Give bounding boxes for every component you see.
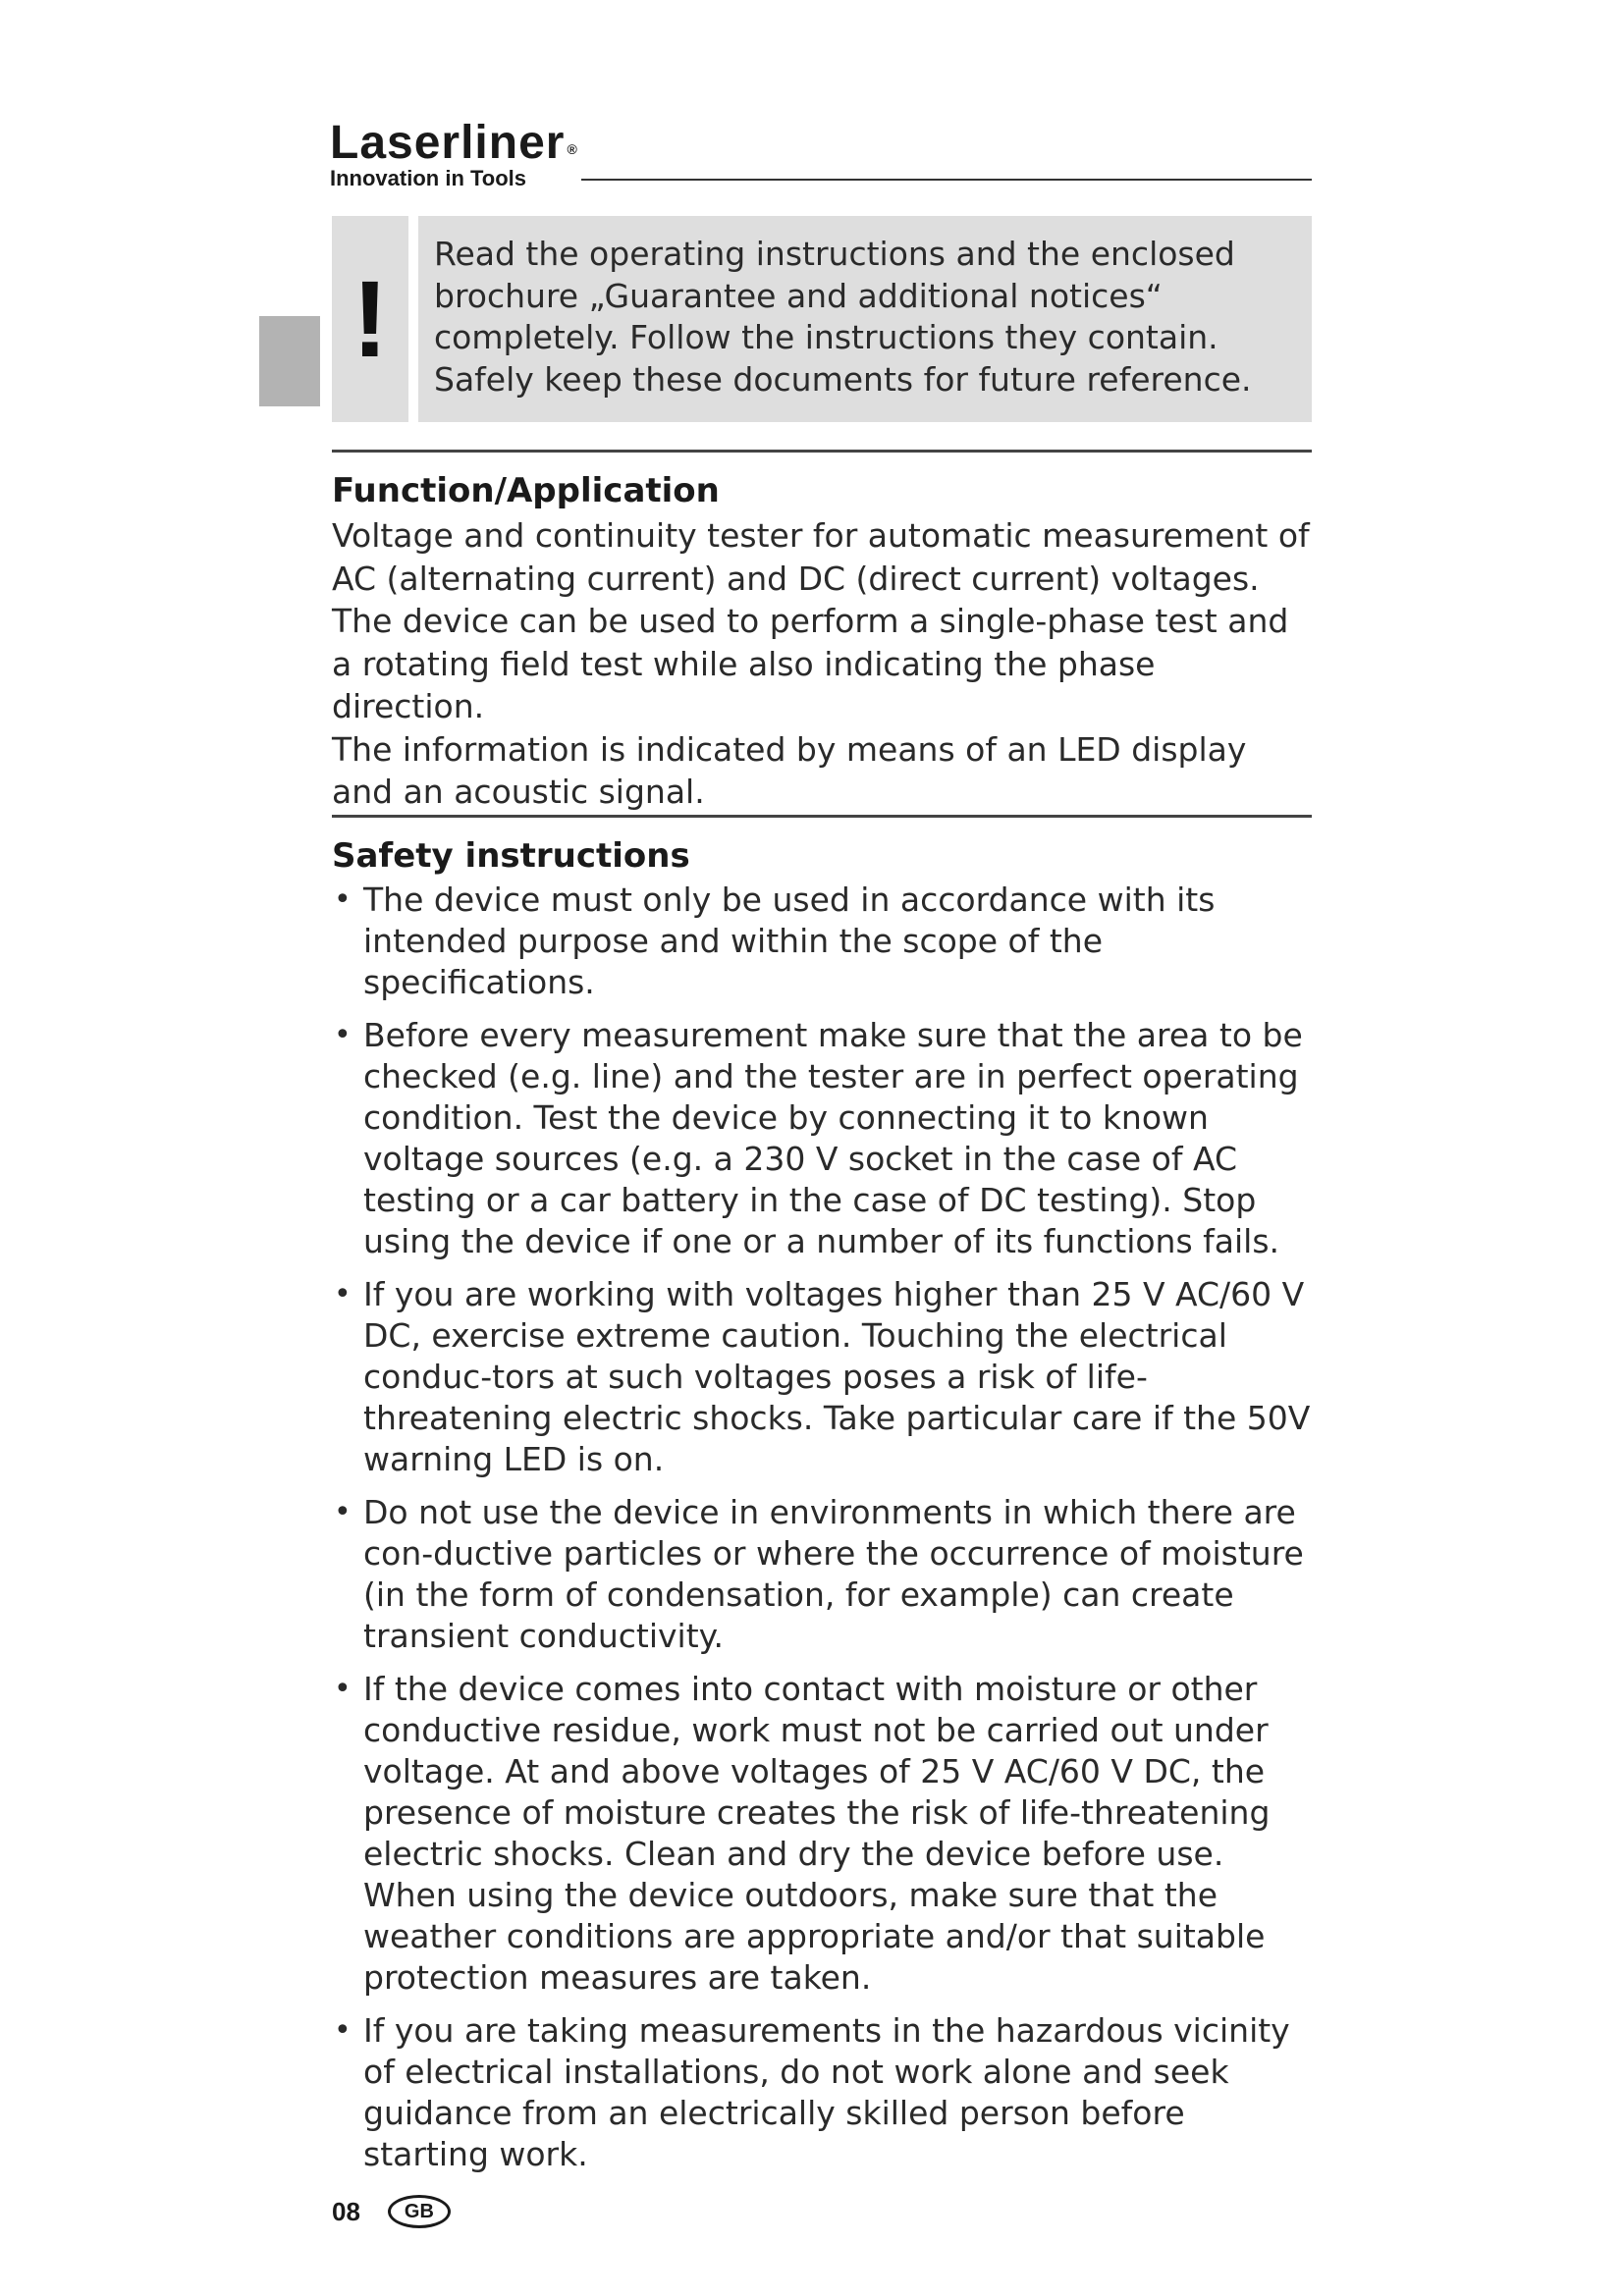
registered-mark: ® xyxy=(567,141,578,157)
function-section xyxy=(332,467,1314,814)
list-item: • If you are working with voltages higher than 25 V AC/60 V DC, exercise extreme caution. Touching the electrical conduc-tors at such voltages poses a risk of life-threatening electric shocks. Take particular care if the 50V warning LED is on. xyxy=(334,1275,1311,1478)
safety-heading: Safety instructions xyxy=(332,836,690,876)
header-rule xyxy=(581,179,1312,181)
section-divider xyxy=(332,450,1312,453)
language-badge: GB xyxy=(388,2195,451,2228)
notice-line: Safely keep these documents for future reference. xyxy=(434,359,1252,399)
section-divider xyxy=(332,815,1312,818)
bullet-icon: • xyxy=(334,882,352,917)
brand-name: Laserliner ® xyxy=(330,117,578,169)
safety-list xyxy=(332,880,1314,2175)
side-tab-marker xyxy=(259,316,320,406)
page-number: 08 xyxy=(332,2196,360,2226)
bullet-icon: • xyxy=(334,1277,352,1311)
function-heading: Function/Application xyxy=(332,471,720,510)
notice-line: completely. Follow the instructions they contain. xyxy=(434,318,1218,356)
bullet-icon: • xyxy=(334,1495,352,1529)
list-item: • If you are taking measurements in the hazardous vicinity of electrical installations, do not work alone and seek guidance from an electrically skilled person before starting work. xyxy=(334,2011,1290,2173)
safety-section xyxy=(332,832,1314,2187)
bullet-icon: • xyxy=(334,2013,352,2048)
brand-logo xyxy=(330,116,578,190)
notice-line: brochure „Guarantee and additional notices“ xyxy=(434,276,1163,315)
function-paragraph: The information is indicated by means of an LED display and an acoustic signal. xyxy=(332,729,1247,811)
brand-tagline: Innovation in Tools xyxy=(330,166,527,190)
list-item: • Before every measurement make sure that the area to be checked (e.g. line) and the tester are in perfect operating condition. Test the device by connecting it to known voltage sources (e.g. a 230 V socket in the case of AC testing or a car battery in the case of DC testing). Stop using the device if one or a number of its functions fails. xyxy=(334,1016,1303,1260)
notice-box xyxy=(418,216,1312,422)
list-item: • If the device comes into contact with moisture or other conductive residue, work must not be carried out under voltage. At and above voltages of 25 V AC/60 V DC, the presence of moisture creates the risk of life-threatening electric shocks. Clean and dry the device before use. When using the device outdoors, make sure that the weather conditions are appropriate and/or that suitable protection measures are taken. xyxy=(334,1670,1271,1997)
list-item: • Do not use the device in environments in which there are con-ductive particles or where the occurrence of moisture (in the form of condensation, for example) can create transient conductivity. xyxy=(334,1493,1304,1655)
exclamation-icon: ! xyxy=(332,216,408,422)
bullet-icon: • xyxy=(334,1018,352,1052)
function-body xyxy=(332,514,1314,814)
function-paragraph: Voltage and continuity tester for automatic measurement of AC (alternating current) and DC (direct current) voltages. xyxy=(332,516,1310,598)
page-footer xyxy=(332,2195,451,2228)
bullet-icon: • xyxy=(334,1672,352,1706)
notice-line: Read the operating instructions and the enclosed xyxy=(434,235,1235,273)
list-item: • The device must only be used in accordance with its intended purpose and within the scope of the specifications. xyxy=(334,881,1216,1001)
function-paragraph: The device can be used to perform a single-phase test and a rotating field test while also indicating the phase direction. xyxy=(332,602,1289,725)
